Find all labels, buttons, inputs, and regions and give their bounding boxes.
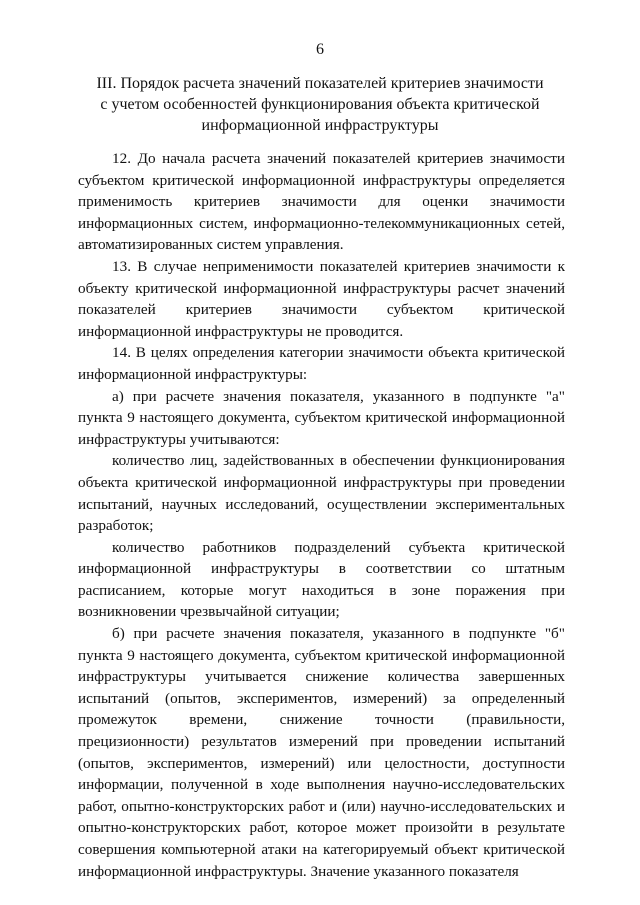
- paragraph-12: 12. До начала расчета значений показателей критериев значимости субъектом критической информационной инфраструктуры определяется применимость критериев значимости для оценки значимости информационных систем, информационно-телекоммуникационных сетей, автоматизированных систем управления.: [78, 150, 565, 254]
- section-heading-line: III. Порядок расчета значений показателей критериев значимости: [96, 75, 544, 92]
- section-heading-line: информационной инфраструктуры: [201, 117, 439, 134]
- paragraph-13: 13. В случае неприменимости показателей критериев значимости к объекту критической информационной инфраструктуры расчет значений показателей критериев значимости субъектом критической информационной инфраструктуры не проводится.: [78, 257, 565, 340]
- subparagraph-a: а) при расчете значения показателя, указанного в подпункте "а" пункта 9 настоящего документа, субъектом критической информационной инфраструктуры учитываются:: [78, 387, 565, 448]
- document-body: [78, 148, 565, 882]
- paragraph-14: 14. В целях определения категории значимости объекта критической информационной инфраструктуры:: [78, 344, 565, 383]
- section-heading-line: с учетом особенностей функционирования объекта критической: [100, 96, 540, 113]
- list-item-employee-count: количество работников подразделений субъекта критической информационной инфраструктуры в соответствии со штатным расписанием, которые могут находиться в зоне поражения при возникновении чрезвычайной ситуации;: [78, 538, 565, 621]
- section-heading: [60, 73, 580, 136]
- list-item-personnel-count: количество лиц, задействованных в обеспечении функционирования объекта критической информационной инфраструктуры при проведении испытаний, научных исследований, осуществлении экспериментальных разработок;: [78, 452, 565, 535]
- subparagraph-b: б) при расчете значения показателя, указанного в подпункте "б" пункта 9 настоящего документа, субъектом критической информационной инфраструктуры учитывается снижение количества завершенных испытаний (опытов, экспериментов, измерений) за определенный промежуток времени, снижение точности (правильности, прецизионности) результатов измерений при проведении испытаний (опытов, экспериментов, измерений) или целостности, доступности информации, полученной в ходе выполнения научно-исследовательских работ, опытно-конструкторских работ и (или) научно-исследовательских и опытно-конструкторских работ, которое может произойти в результате совершения компьютерной атаки на категорируемый объект критической информационной инфраструктуры. Значение указанного показателя: [78, 625, 565, 880]
- page-number: 6: [316, 41, 324, 58]
